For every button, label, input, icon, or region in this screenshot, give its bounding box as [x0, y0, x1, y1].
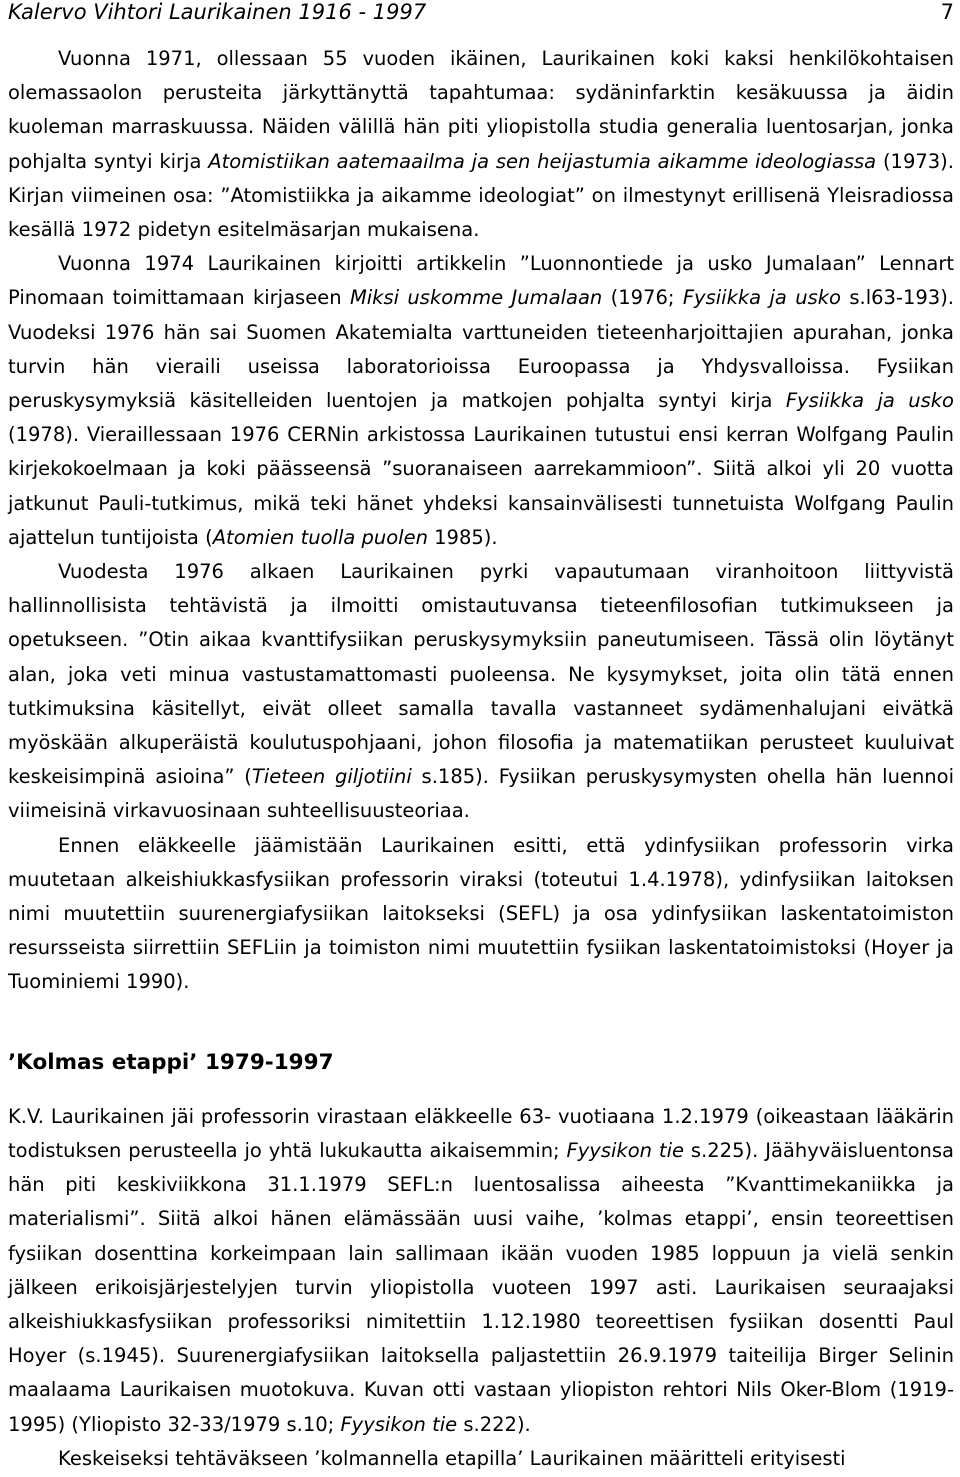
book-title-italic: Atomien tuolla puolen: [212, 525, 428, 549]
paragraph-1974-article: [8, 247, 954, 555]
paragraph-text: Vuonna 1974 Laurikainen kirjoitti artikkelin ”Luonnontiede ja usko Jumalaan” Lennart Pinomaan toimittamaan kirjaseen: [8, 252, 954, 310]
paragraph-text: Keskeiseksi tehtäväkseen ’kolmannella etapilla’ Laurikainen määritteli erityisesti: [58, 1446, 846, 1470]
running-header-title: Kalervo Vihtori Laurikainen 1916 - 1997: [8, 0, 427, 24]
paragraph-text: s.225). Jäähyväisluentonsa hän piti keskiviikkona 31.1.1979 SEFL:n luentosalissa aiheesta ”Kvanttimekaniikka ja materialismi”. Siitä alkoi hänen elämässään uusi vaihe, ’kolmas etappi’, ensin teoreettisen fysiikan dosenttina korkeimpaan lain sallimaan ikään vuoden 1985 loppuun ja vielä senkin jälkeen erikoisjärjestelyjen turvin yliopistolla vuoteen 1997 asti. Laurikaisen seuraajaksi alkeishiukkasfysiikan professoriksi nimitettiin 1.12.1980 teoreettisen fysiikan dosentti Paul Hoyer (s.1945). Suurenergiafysiikan laitoksella paljastettiin 26.9.1979 taiteilija Birger Selinin maalaama Laurikaisen muotokuva. Kuvan otti vastaan yliopiston rehtori Nils Oker-Blom (1919-1995) (Yliopisto 32-33/1979 s.10;: [8, 1138, 954, 1436]
paragraph-1979-retirement: [8, 1100, 954, 1442]
paragraph-1971-events: [8, 42, 954, 247]
paragraph-retirement-changes: [8, 829, 954, 1000]
paragraph-1976-philosophy: [8, 555, 954, 829]
paragraph-text: Ennen eläkkeelle jäämistään Laurikainen esitti, että ydinfysiikan professorin virka muutetaan alkeishiukkasfysiikan professorin viraksi (toteutui 1.4.1978), ydinfysiikan laitoksen nimi muutettiin suurenergiafysiikan laitokseksi (SEFL) ja osa ydinfysiikan laskentatoimiston resursseista siirrettiin SEFLiin ja toimiston nimi muutettiin fysiikan laskentatoimistoksi (Hoyer ja Tuominiemi 1990).: [8, 833, 954, 994]
document-page: [8, 0, 954, 1476]
paragraph-text: (1973). Kirjan viimeinen osa: ”Atomistiikka ja aikamme ideologiat” on ilmestynyt erillisenä Yleisradiossa kesällä 1972 pidetyn esitelmäsarjan mukaisena.: [8, 149, 954, 242]
book-title-italic: Fysiikka ja usko: [682, 286, 841, 310]
paragraph-text: s.185). Fysiikan peruskysymysten ohella hän luennoi viimeisinä virkavuosinaan suhteellisuusteoriaa.: [8, 765, 955, 823]
paragraph-text: 1985).: [427, 525, 498, 549]
paragraph-text: (1978). Vieraillessaan 1976 CERNin arkistossa Laurikainen tutustui ensi kerran Wolfgang Paulin kirjekokoelmaan ja koki päässeensä ”suoranaiseen aarrekammioon”. Siitä alkoi yli 20 vuotta jatkunut Pauli-tutkimus, mikä teki hänet yhdeksi kansainvälisesti tunnetuista Wolfgang Paulin ajattelun tuntijoista (: [8, 423, 954, 549]
paragraph-text: s.222).: [457, 1412, 531, 1436]
paragraph-text: (1976;: [602, 286, 683, 310]
running-header: [8, 0, 954, 24]
paragraph-third-stage-tasks: [8, 1442, 954, 1476]
book-title-italic: Tieteen giljotiini: [251, 765, 412, 789]
page-number: 7: [940, 0, 954, 24]
book-title-italic: Fyysikon tie: [340, 1412, 458, 1436]
section-heading: ’Kolmas etappi’ 1979-1997: [8, 1049, 334, 1075]
paragraph-text: s.l63-193). Vuodeksi 1976 hän sai Suomen Akatemialta varttuneiden tieteenharjoittajien apurahan, jonka turvin hän vieraili useissa laboratorioissa Euroopassa ja Yhdysvalloissa. Fysiikan peruskysymyksiä käsitelleiden luentojen ja matkojen pohjalta syntyi kirja: [8, 286, 955, 413]
book-title-italic: Miksi uskomme Jumalaan: [349, 286, 603, 310]
body-text: [8, 42, 954, 1476]
book-title-italic: Fyysikon tie: [566, 1138, 684, 1162]
paragraph-text: K.V. Laurikainen jäi professorin virastaan eläkkeelle 63- vuotiaana 1.2.1979 (oikeastaan lääkärin todistuksen perusteella jo yhtä lukukautta aikaisemmin;: [8, 1104, 954, 1162]
paragraph-text: Vuonna 1971, ollessaan 55 vuoden ikäinen, Laurikainen koki kaksi henkilökohtaisen olemassaolon perusteita järkyttänyttä tapahtumaa: sydäninfarktin kesäkuussa ja äidin kuoleman marraskuussa. Näiden välillä hän piti yliopistolla studia generalia luentosarjan, jonka pohjalta syntyi kirja: [8, 47, 954, 173]
book-title-italic: Fysiikka ja usko: [785, 389, 954, 413]
paragraph-text: Vuodesta 1976 alkaen Laurikainen pyrki vapautumaan viranhoitoon liittyvistä hallinnollisista tehtävistä ja ilmoitti omistautuvansa tieteenfilosofian tutkimukseen ja opetukseen. ”Otin aikaa kvanttifysiikan peruskysymyksiin paneutumiseen. Tässä olin löytänyt alan, joka veti minua vastustamattomasti puoleensa. Ne kysymykset, joita olin tätä ennen tutkimuksina käsitellyt, eivät olleet samalla tavalla vastanneet sydämenhalujani eivätkä myöskään alkuperäistä koulutuspohjaani, johon filosofia ja matematiikan perusteet kuuluivat keskeisimpinä asioina” (: [8, 560, 954, 789]
book-title-italic: Atomistiikan aatemaailma ja sen heijastumia aikamme ideologiassa: [208, 149, 877, 173]
